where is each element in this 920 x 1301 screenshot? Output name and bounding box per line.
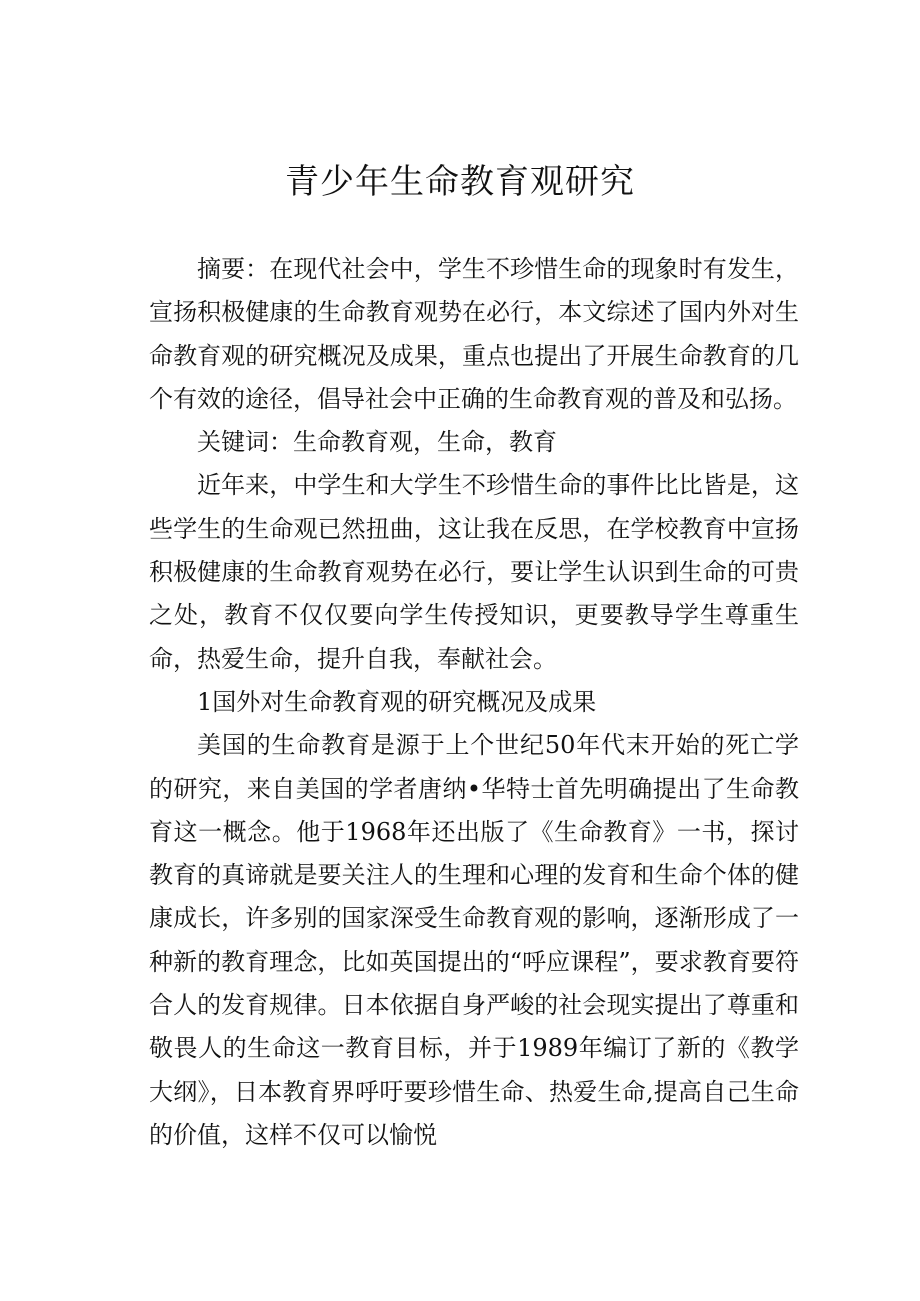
page-title: 青少年生命教育观研究 — [285, 162, 635, 202]
abstract-paragraph: 摘要：在现代社会中，学生不珍惜生命的现象时有发生，宣扬积极健康的生命教育观势在必行，本文综述了国内外对生命教育观的研究概况及成果，重点也提出了开展生命教育的几个有效的途径，倡导社会中正确的生命教育观的普及和弘扬。 — [149, 255, 799, 413]
document-body — [149, 248, 799, 1157]
keywords-paragraph: 关键词：生命教育观，生命，教育 — [197, 428, 557, 457]
section-heading: 1国外对生命教育观的研究概况及成果 — [197, 687, 597, 716]
intro-paragraph: 近年来，中学生和大学生不珍惜生命的事件比比皆是，这些学生的生命观已然扭曲，这让我在反思，在学校教育中宣扬积极健康的生命教育观势在必行，要让学生认识到生命的可贵之处，教育不仅仅要向学生传授知识，更要教导学生尊重生命，热爱生命，提升自我，奉献社会。 — [149, 471, 799, 673]
body-paragraph: 美国的生命教育是源于上个世纪50年代末开始的死亡学的研究，来自美国的学者唐纳•华特士首先明确提出了生命教育这一概念。他于1968年还出版了《生命教育》一书，探讨教育的真谛就是要关注人的生理和心理的发育和生命个体的健康成长，许多别的国家深受生命教育观的影响，逐渐形成了一种新的教育理念，比如英国提出的“呼应课程”，要求教育要符合人的发育规律。日本依据自身严峻的社会现实提出了尊重和敬畏人的生命这一教育目标，并于1989年编订了新的《教学大纲》，日本教育界呼吁要珍惜生命、热爱生命,提高自己生命的价值，这样不仅可以愉悦 — [149, 731, 799, 1149]
